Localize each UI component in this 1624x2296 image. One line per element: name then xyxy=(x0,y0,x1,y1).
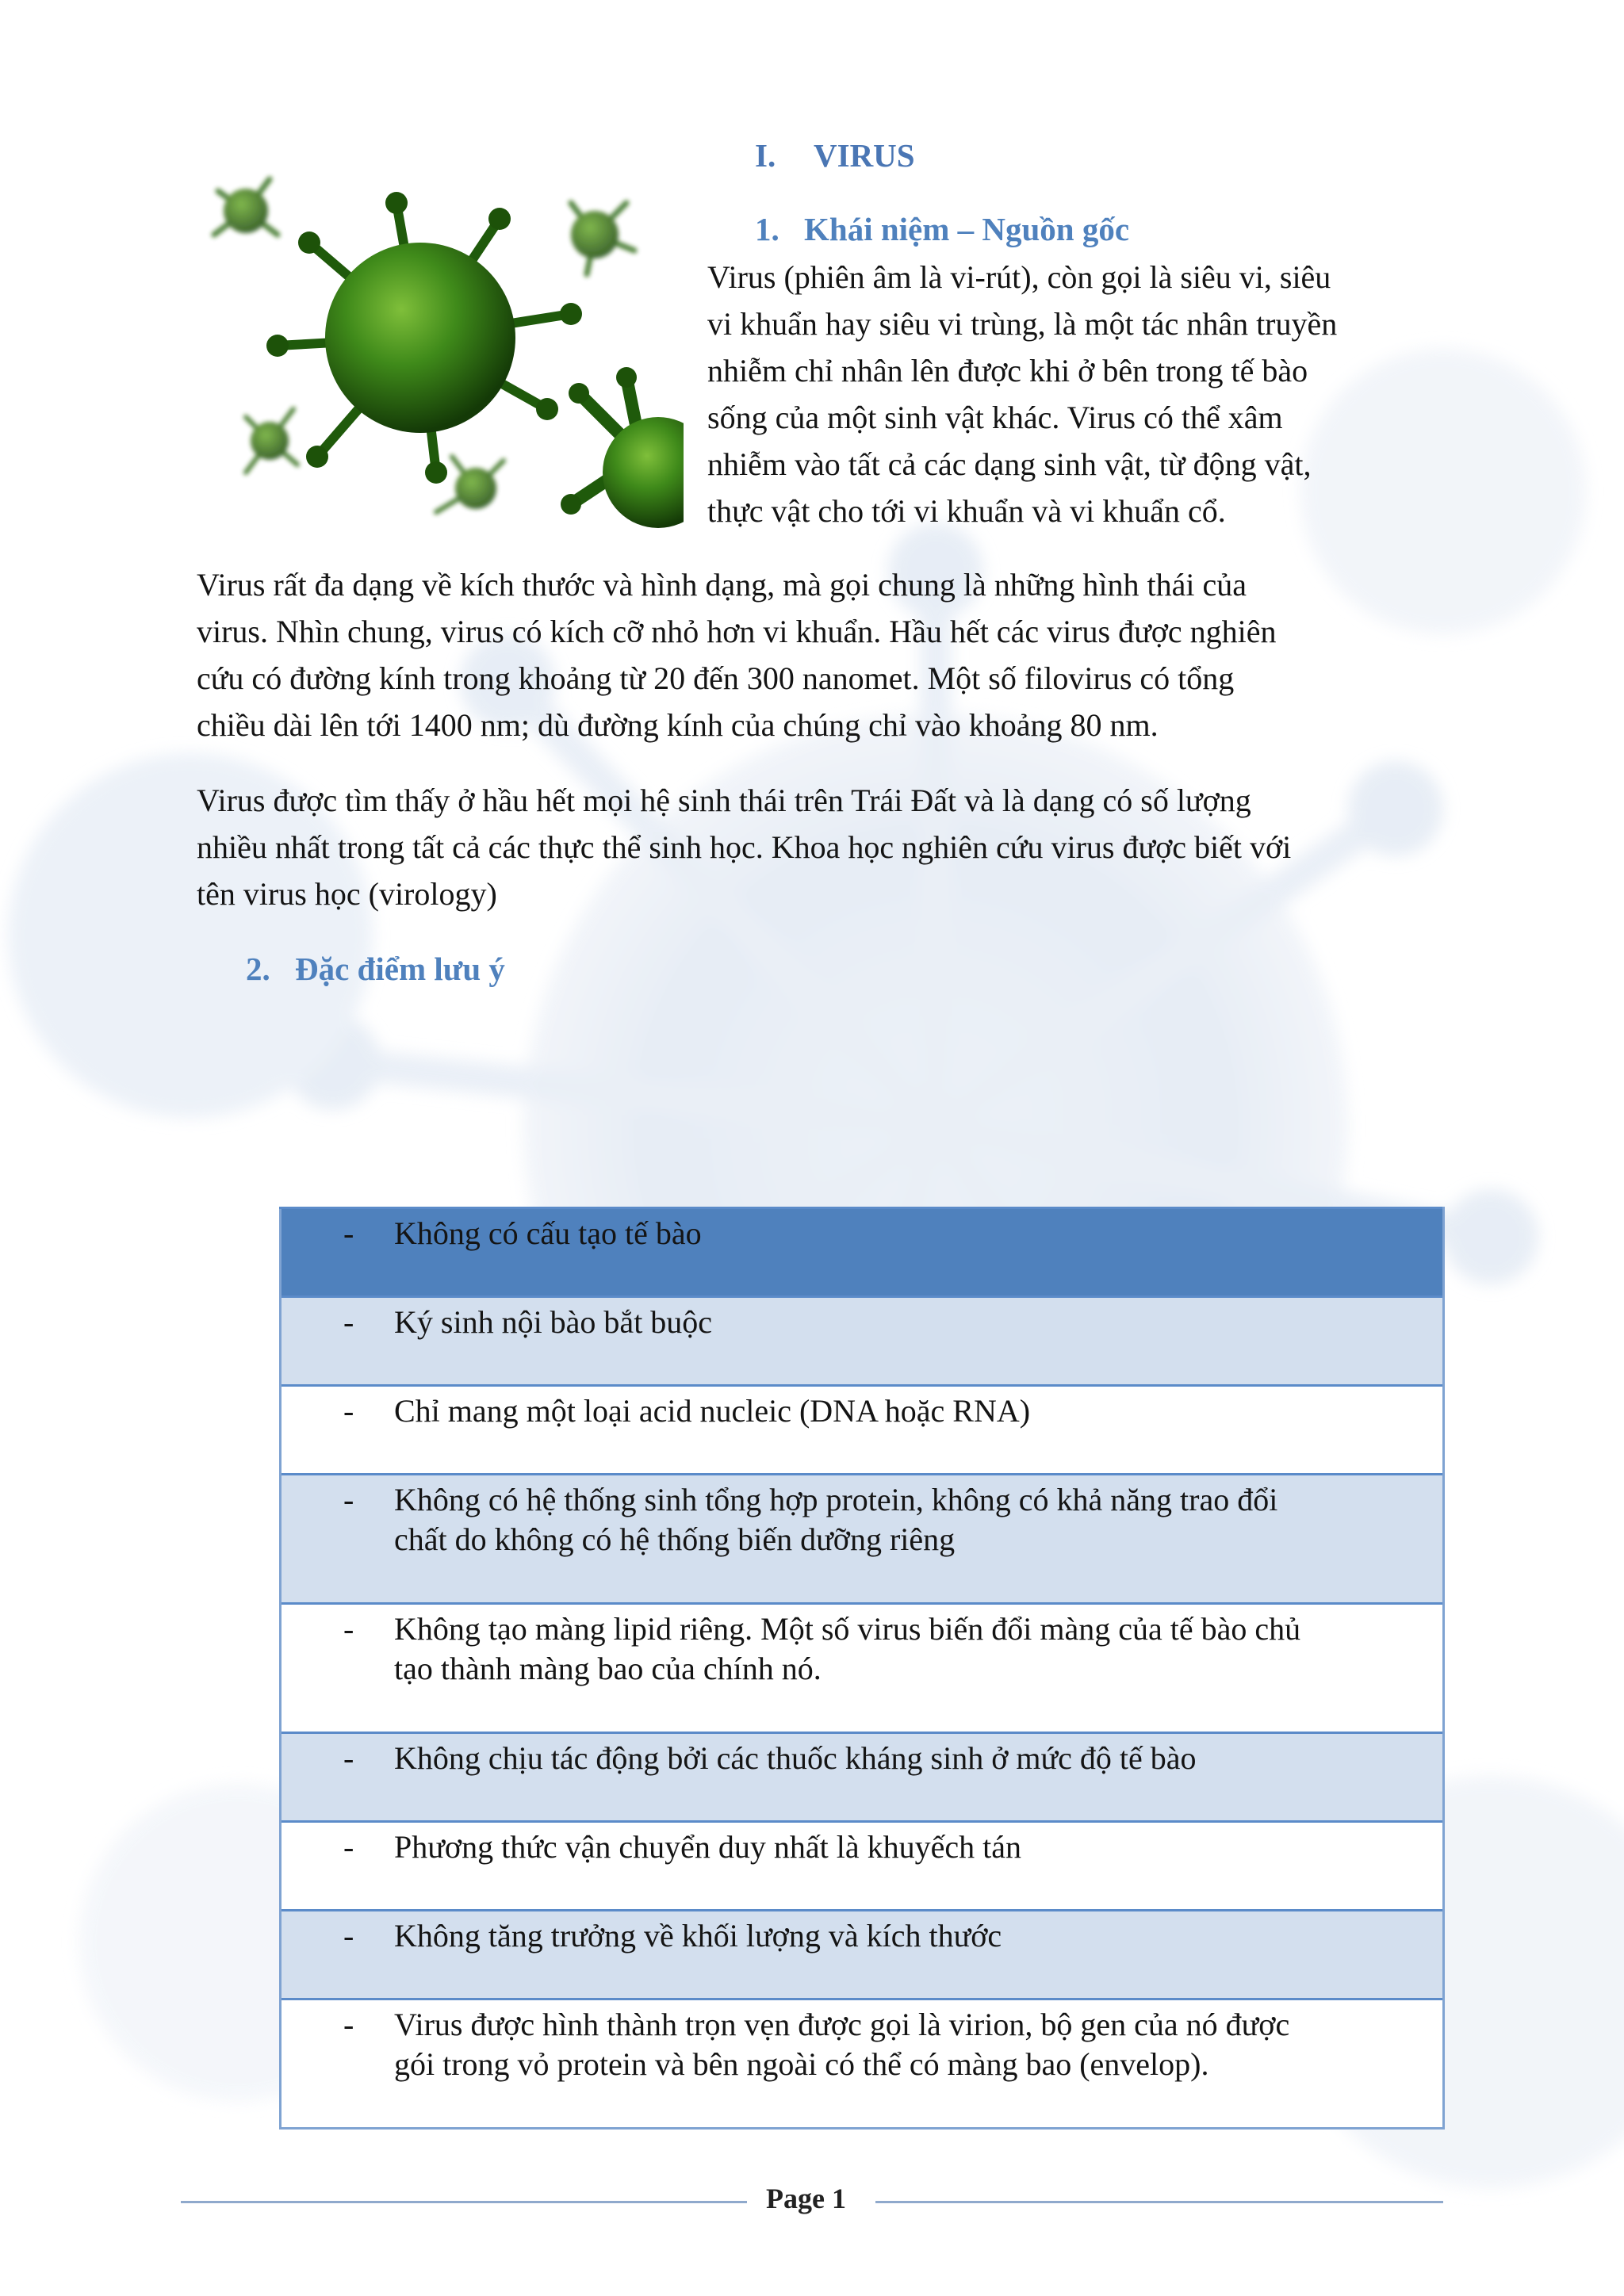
section-heading xyxy=(755,136,915,174)
subheading-concept-title: Khái niệm – Nguồn gốc xyxy=(804,211,1130,247)
characteristics-cell xyxy=(281,1386,1444,1475)
characteristics-row xyxy=(281,1604,1444,1733)
characteristics-cell xyxy=(281,1604,1444,1733)
characteristics-text-line: Ký sinh nội bào bắt buộc xyxy=(394,1304,713,1340)
characteristics-cell xyxy=(281,1297,1444,1386)
characteristics-item xyxy=(282,1303,1442,1342)
characteristics-item xyxy=(282,2005,1442,2084)
intro-line: Virus (phiên âm là vi-rút), còn gọi là siêu vi, siêu xyxy=(707,259,1331,295)
intro-line: nhiễm vào tất cả các dạng sinh vật, từ động vật, xyxy=(707,446,1312,482)
characteristics-row xyxy=(281,1297,1444,1386)
characteristics-item xyxy=(282,1739,1442,1778)
intro-line: sống của một sinh vật khác. Virus có thể xâm xyxy=(707,400,1283,435)
size-line: chiều dài lên tới 1400 nm; dù đường kính của chúng chỉ vào khoảng 80 nm. xyxy=(197,707,1159,743)
characteristics-text-line: gói trong vỏ protein và bên ngoài có thể có màng bao (envelop). xyxy=(394,2046,1209,2082)
characteristics-row xyxy=(281,1911,1444,1999)
characteristics-text-line: Phương thức vận chuyển duy nhất là khuyếch tán xyxy=(394,1829,1021,1865)
characteristics-text-line: Không có hệ thống sinh tổng hợp protein, không có khả năng trao đổi xyxy=(394,1482,1278,1517)
bullet-dash: - xyxy=(343,1215,354,1251)
characteristics-text xyxy=(394,2005,1427,2084)
intro-line: vi khuẩn hay siêu vi trùng, là một tác nhân truyền xyxy=(707,306,1338,342)
characteristics-text-line: Không có cấu tạo tế bào xyxy=(394,1215,702,1251)
characteristics-item xyxy=(282,1916,1442,1956)
characteristics-item xyxy=(282,1214,1442,1253)
characteristics-table xyxy=(279,1207,1445,2130)
characteristics-item xyxy=(282,1609,1442,1689)
characteristics-text xyxy=(394,1827,1427,1867)
ecology-line: nhiều nhất trong tất cả các thực thể sinh học. Khoa học nghiên cứu virus được biết với xyxy=(197,829,1292,865)
characteristics-cell xyxy=(281,1733,1444,1822)
subheading-characteristics-title: Đặc điểm lưu ý xyxy=(295,951,505,987)
bullet-dash: - xyxy=(343,1829,354,1865)
characteristics-row xyxy=(281,1208,1444,1297)
characteristics-cell xyxy=(281,1911,1444,1999)
bullet-dash: - xyxy=(343,1304,354,1340)
characteristics-row xyxy=(281,1475,1444,1604)
page-number: Page 1 xyxy=(766,2183,846,2214)
characteristics-cell xyxy=(281,1822,1444,1911)
bullet-dash: - xyxy=(343,1918,354,1954)
subheading-concept xyxy=(755,210,1129,248)
bullet-dash: - xyxy=(343,1740,354,1776)
characteristics-cell xyxy=(281,1999,1444,2129)
subheading-characteristics-number: 2. xyxy=(246,951,270,987)
characteristics-text xyxy=(394,1214,1427,1253)
characteristics-row xyxy=(281,1386,1444,1475)
characteristics-text xyxy=(394,1739,1427,1778)
characteristics-row xyxy=(281,1822,1444,1911)
section-title: VIRUS xyxy=(814,137,915,174)
bullet-dash: - xyxy=(343,1482,354,1517)
characteristics-text xyxy=(394,1480,1427,1559)
ecology-line: tên virus học (virology) xyxy=(197,876,497,912)
characteristics-text-line: Chỉ mang một loại acid nucleic (DNA hoặc RNA) xyxy=(394,1393,1031,1429)
bullet-dash: - xyxy=(343,1611,354,1647)
size-line: Virus rất đa dạng về kích thước và hình dạng, mà gọi chung là những hình thái của xyxy=(197,567,1247,603)
size-line: virus. Nhìn chung, virus có kích cỡ nhỏ hơn vi khuẩn. Hầu hết các virus được nghiên xyxy=(197,614,1277,649)
characteristics-cell xyxy=(281,1208,1444,1297)
bullet-dash: - xyxy=(343,2007,354,2042)
intro-line: nhiễm chỉ nhân lên được khi ở bên trong tế bào xyxy=(707,353,1308,388)
characteristics-text xyxy=(394,1391,1427,1431)
characteristics-row xyxy=(281,1999,1444,2129)
footer-rule-right xyxy=(875,2201,1443,2203)
characteristics-text-line: tạo thành màng bao của chính nó. xyxy=(394,1651,822,1686)
characteristics-text xyxy=(394,1609,1427,1689)
size-line: cứu có đường kính trong khoảng từ 20 đến 300 nanomet. Một số filovirus có tổng xyxy=(197,660,1235,696)
bullet-dash: - xyxy=(343,1393,354,1429)
characteristics-text-line: Virus được hình thành trọn vẹn được gọi là virion, bộ gen của nó được xyxy=(394,2007,1290,2042)
ecology-paragraph xyxy=(197,777,1291,917)
characteristics-text-line: chất do không có hệ thống biến dưỡng riêng xyxy=(394,1521,956,1557)
characteristics-item xyxy=(282,1391,1442,1431)
intro-paragraph xyxy=(707,254,1337,534)
characteristics-text-line: Không chịu tác động bởi các thuốc kháng sinh ở mức độ tế bào xyxy=(394,1740,1197,1776)
size-paragraph xyxy=(197,561,1277,748)
ecology-line: Virus được tìm thấy ở hầu hết mọi hệ sinh thái trên Trái Đất và là dạng có số lượng xyxy=(197,783,1251,818)
characteristics-row xyxy=(281,1733,1444,1822)
footer-rule-left xyxy=(181,2201,747,2203)
characteristics-text-line: Không tạo màng lipid riêng. Một số virus biến đổi màng của tế bào chủ xyxy=(394,1611,1301,1647)
subheading-concept-number: 1. xyxy=(755,211,779,247)
subheading-characteristics xyxy=(246,950,505,988)
characteristics-item xyxy=(282,1827,1442,1867)
green-virus-illustration xyxy=(198,155,684,530)
characteristics-text-line: Không tăng trưởng về khối lượng và kích thước xyxy=(394,1918,1002,1954)
characteristics-text xyxy=(394,1303,1427,1342)
characteristics-table-body xyxy=(281,1208,1444,2129)
intro-line: thực vật cho tới vi khuẩn và vi khuẩn cổ. xyxy=(707,493,1226,529)
characteristics-text xyxy=(394,1916,1427,1956)
characteristics-item xyxy=(282,1480,1442,1559)
characteristics-cell xyxy=(281,1475,1444,1604)
section-number: I. xyxy=(755,137,776,174)
